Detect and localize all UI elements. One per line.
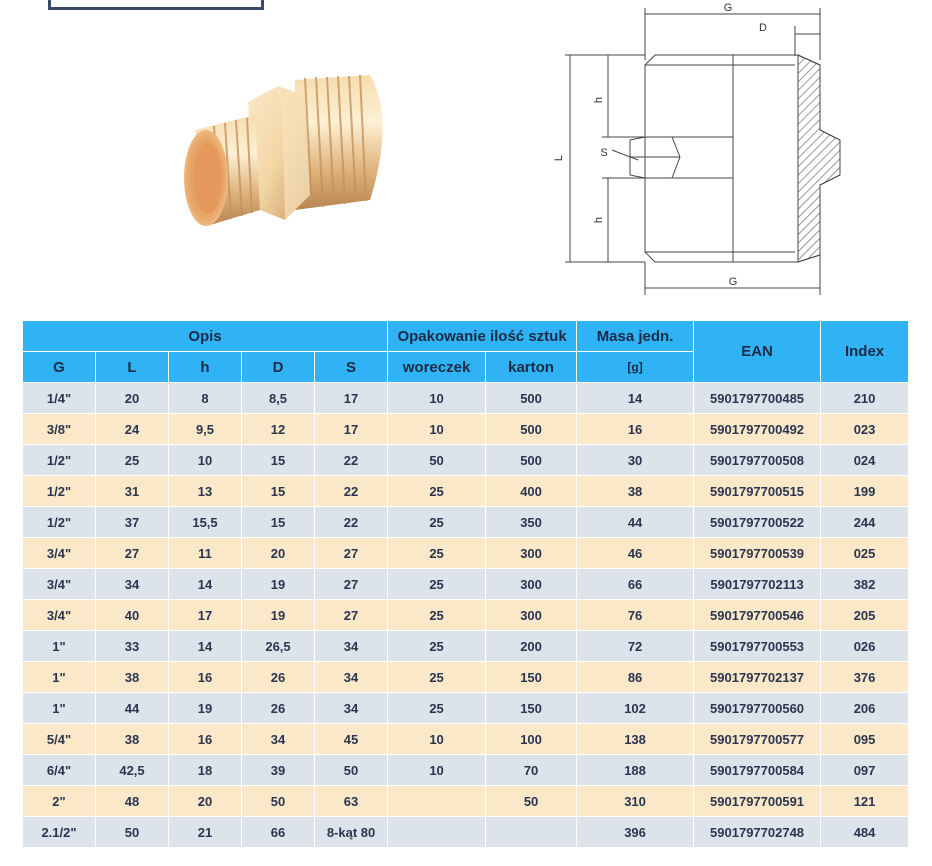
- cell-karton: 300: [486, 569, 577, 600]
- table-row: [23, 600, 909, 631]
- cell-mass: 310: [577, 786, 694, 817]
- cell-karton: 200: [486, 631, 577, 662]
- cell-s: 50: [315, 755, 388, 786]
- cell-s: 22: [315, 507, 388, 538]
- header-h: h: [169, 352, 242, 383]
- cell-d: 34: [242, 724, 315, 755]
- cell-index: 025: [821, 538, 909, 569]
- cell-d: 15: [242, 476, 315, 507]
- cell-h: 17: [169, 600, 242, 631]
- cell-karton: 150: [486, 662, 577, 693]
- cell-d: 26,5: [242, 631, 315, 662]
- cell-woreczek: [388, 786, 486, 817]
- cell-l: 38: [96, 662, 169, 693]
- cell-h: 10: [169, 445, 242, 476]
- drawing-label-d: D: [759, 22, 767, 34]
- cell-ean: 5901797700508: [694, 445, 821, 476]
- cell-woreczek: 10: [388, 414, 486, 445]
- drawing-label-l: L: [553, 154, 565, 162]
- table-row: [23, 755, 909, 786]
- header-mass-unit: [g]: [577, 352, 694, 383]
- cell-g: 1": [23, 662, 96, 693]
- header-packaging: Opakowanie ilość sztuk: [388, 321, 577, 352]
- cell-mass: 72: [577, 631, 694, 662]
- cell-s: 17: [315, 383, 388, 414]
- cell-l: 42,5: [96, 755, 169, 786]
- cell-d: 39: [242, 755, 315, 786]
- cell-karton: 100: [486, 724, 577, 755]
- table-row: [23, 476, 909, 507]
- cell-g: 1": [23, 631, 96, 662]
- cell-d: 50: [242, 786, 315, 817]
- cell-g: 1/2": [23, 445, 96, 476]
- cell-woreczek: 50: [388, 445, 486, 476]
- table-row: [23, 631, 909, 662]
- cell-mass: 76: [577, 600, 694, 631]
- cell-s: 34: [315, 631, 388, 662]
- cell-woreczek: [388, 817, 486, 848]
- cell-ean: 5901797700560: [694, 693, 821, 724]
- cell-h: 19: [169, 693, 242, 724]
- cell-d: 26: [242, 693, 315, 724]
- cell-index: 097: [821, 755, 909, 786]
- cell-d: 15: [242, 445, 315, 476]
- cell-h: 8: [169, 383, 242, 414]
- cell-s: 8-kąt 80: [315, 817, 388, 848]
- cell-woreczek: 25: [388, 476, 486, 507]
- cell-l: 25: [96, 445, 169, 476]
- cell-g: 3/4": [23, 538, 96, 569]
- drawing-label-g-bottom: G: [728, 276, 738, 288]
- cell-h: 16: [169, 662, 242, 693]
- cell-l: 27: [96, 538, 169, 569]
- cell-s: 34: [315, 693, 388, 724]
- header-d: D: [242, 352, 315, 383]
- cell-g: 1/2": [23, 507, 96, 538]
- cell-g: 5/4": [23, 724, 96, 755]
- table-row: [23, 445, 909, 476]
- cell-karton: 300: [486, 538, 577, 569]
- drawing-label-h-top: h: [593, 96, 605, 104]
- cell-s: 63: [315, 786, 388, 817]
- header-row-groups: [23, 321, 909, 352]
- cell-l: 24: [96, 414, 169, 445]
- cell-woreczek: 25: [388, 507, 486, 538]
- cell-ean: 5901797702748: [694, 817, 821, 848]
- cell-l: 34: [96, 569, 169, 600]
- table-row: [23, 817, 909, 848]
- cell-h: 18: [169, 755, 242, 786]
- cell-woreczek: 10: [388, 383, 486, 414]
- cell-s: 27: [315, 600, 388, 631]
- cell-d: 8,5: [242, 383, 315, 414]
- cell-mass: 44: [577, 507, 694, 538]
- cell-l: 50: [96, 817, 169, 848]
- cell-karton: 350: [486, 507, 577, 538]
- cell-ean: 5901797700584: [694, 755, 821, 786]
- cell-index: 023: [821, 414, 909, 445]
- cell-karton: 500: [486, 445, 577, 476]
- header-l: L: [96, 352, 169, 383]
- cell-karton: 70: [486, 755, 577, 786]
- cell-index: 376: [821, 662, 909, 693]
- cell-d: 19: [242, 600, 315, 631]
- header-s: S: [315, 352, 388, 383]
- cell-karton: 500: [486, 383, 577, 414]
- cell-mass: 14: [577, 383, 694, 414]
- cell-s: 27: [315, 569, 388, 600]
- cell-karton: 300: [486, 600, 577, 631]
- cell-h: 20: [169, 786, 242, 817]
- cell-mass: 38: [577, 476, 694, 507]
- cell-woreczek: 25: [388, 693, 486, 724]
- cell-g: 2.1/2": [23, 817, 96, 848]
- top-frame-decoration: [48, 0, 264, 10]
- cell-s: 22: [315, 476, 388, 507]
- cell-ean: 5901797702137: [694, 662, 821, 693]
- cell-ean: 5901797700591: [694, 786, 821, 817]
- cell-g: 1/2": [23, 476, 96, 507]
- cell-index: 121: [821, 786, 909, 817]
- cell-ean: 5901797700577: [694, 724, 821, 755]
- cell-l: 40: [96, 600, 169, 631]
- header-woreczek: woreczek: [388, 352, 486, 383]
- cell-h: 16: [169, 724, 242, 755]
- cell-mass: 30: [577, 445, 694, 476]
- cell-index: 382: [821, 569, 909, 600]
- cell-s: 17: [315, 414, 388, 445]
- cell-mass: 102: [577, 693, 694, 724]
- drawing-label-s: S: [600, 147, 608, 159]
- cell-mass: 66: [577, 569, 694, 600]
- cell-woreczek: 10: [388, 724, 486, 755]
- table-row: [23, 693, 909, 724]
- cell-l: 37: [96, 507, 169, 538]
- header-karton: karton: [486, 352, 577, 383]
- cell-index: 095: [821, 724, 909, 755]
- cell-ean: 5901797700539: [694, 538, 821, 569]
- cell-s: 27: [315, 538, 388, 569]
- cell-l: 38: [96, 724, 169, 755]
- table-row: [23, 507, 909, 538]
- cell-d: 12: [242, 414, 315, 445]
- cell-karton: 500: [486, 414, 577, 445]
- table-row: [23, 538, 909, 569]
- table-row: [23, 786, 909, 817]
- cell-h: 9,5: [169, 414, 242, 445]
- spec-table-body: [23, 383, 909, 848]
- header-mass: Masa jedn.: [577, 321, 694, 352]
- table-row: [23, 383, 909, 414]
- cell-karton: 150: [486, 693, 577, 724]
- cell-d: 19: [242, 569, 315, 600]
- cell-g: 3/8": [23, 414, 96, 445]
- header-opis: Opis: [23, 321, 388, 352]
- table-row: [23, 414, 909, 445]
- cell-g: 2": [23, 786, 96, 817]
- cell-index: 024: [821, 445, 909, 476]
- cell-mass: 188: [577, 755, 694, 786]
- cell-g: 6/4": [23, 755, 96, 786]
- cell-l: 20: [96, 383, 169, 414]
- cell-index: 199: [821, 476, 909, 507]
- cell-woreczek: 10: [388, 755, 486, 786]
- cell-index: 206: [821, 693, 909, 724]
- cell-g: 1": [23, 693, 96, 724]
- cell-woreczek: 25: [388, 600, 486, 631]
- cell-d: 20: [242, 538, 315, 569]
- drawing-label-g-top: G: [723, 2, 733, 14]
- cell-mass: 396: [577, 817, 694, 848]
- cell-ean: 5901797700515: [694, 476, 821, 507]
- cell-g: 3/4": [23, 600, 96, 631]
- cell-s: 22: [315, 445, 388, 476]
- cell-d: 66: [242, 817, 315, 848]
- header-g: G: [23, 352, 96, 383]
- header-ean: EAN: [694, 321, 821, 383]
- cell-s: 34: [315, 662, 388, 693]
- cell-ean: 5901797702113: [694, 569, 821, 600]
- cell-d: 15: [242, 507, 315, 538]
- cell-g: 3/4": [23, 569, 96, 600]
- cell-l: 44: [96, 693, 169, 724]
- cell-mass: 86: [577, 662, 694, 693]
- cell-woreczek: 25: [388, 569, 486, 600]
- cell-h: 14: [169, 569, 242, 600]
- cell-woreczek: 25: [388, 662, 486, 693]
- cell-mass: 138: [577, 724, 694, 755]
- cell-ean: 5901797700522: [694, 507, 821, 538]
- cell-woreczek: 25: [388, 538, 486, 569]
- cell-index: 484: [821, 817, 909, 848]
- cell-index: 205: [821, 600, 909, 631]
- cell-ean: 5901797700492: [694, 414, 821, 445]
- cell-karton: [486, 817, 577, 848]
- cell-karton: 400: [486, 476, 577, 507]
- cell-mass: 16: [577, 414, 694, 445]
- product-photo: [170, 50, 420, 250]
- table-row: [23, 724, 909, 755]
- cell-l: 33: [96, 631, 169, 662]
- cell-index: 210: [821, 383, 909, 414]
- table-row: [23, 569, 909, 600]
- cell-g: 1/4": [23, 383, 96, 414]
- cell-index: 244: [821, 507, 909, 538]
- cell-karton: 50: [486, 786, 577, 817]
- cell-l: 48: [96, 786, 169, 817]
- cell-h: 13: [169, 476, 242, 507]
- header-index: Index: [821, 321, 909, 383]
- cell-h: 15,5: [169, 507, 242, 538]
- cell-ean: 5901797700485: [694, 383, 821, 414]
- cell-ean: 5901797700546: [694, 600, 821, 631]
- drawing-label-h-bottom: h: [593, 216, 605, 224]
- cell-index: 026: [821, 631, 909, 662]
- cell-h: 21: [169, 817, 242, 848]
- cell-h: 11: [169, 538, 242, 569]
- cell-h: 14: [169, 631, 242, 662]
- technical-drawing: [540, 0, 932, 300]
- spec-table: [22, 320, 909, 848]
- cell-woreczek: 25: [388, 631, 486, 662]
- table-row: [23, 662, 909, 693]
- cell-mass: 46: [577, 538, 694, 569]
- cell-l: 31: [96, 476, 169, 507]
- cell-d: 26: [242, 662, 315, 693]
- cell-ean: 5901797700553: [694, 631, 821, 662]
- cell-s: 45: [315, 724, 388, 755]
